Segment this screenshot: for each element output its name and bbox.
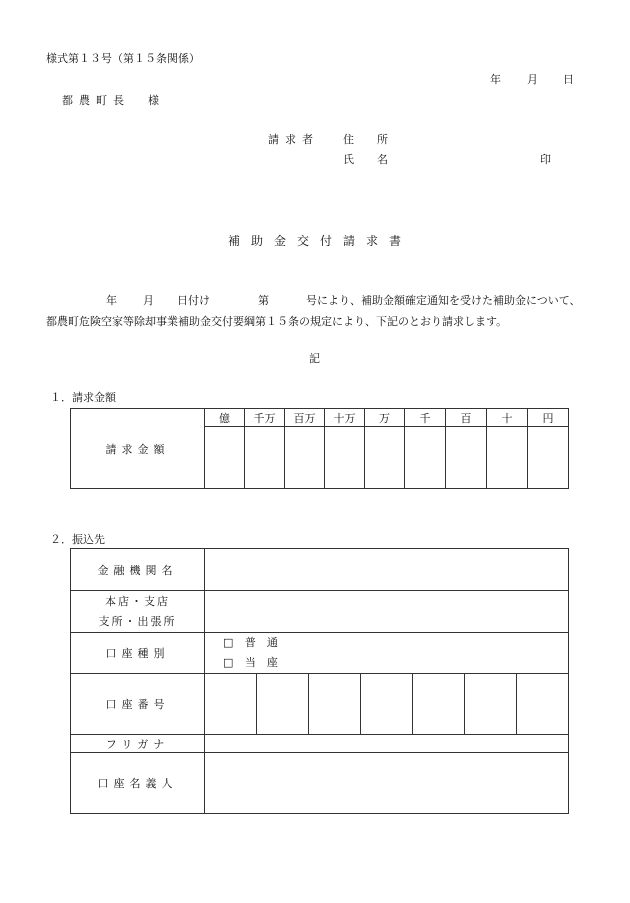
document-title: 補助金交付請求書 [228,234,413,248]
account-digit-cell[interactable] [309,674,361,735]
date-year-label: 年 [490,73,501,86]
branch-label-line-1: 本店・支店 [105,594,170,608]
account-type-label: 口座種別 [71,633,205,674]
account-number-label: 口座番号 [71,674,205,735]
account-digit-cell[interactable] [205,674,257,735]
addressee-suffix: 様 [148,94,159,107]
account-digit-cell[interactable] [257,674,309,735]
ref-date: 日付け [177,294,210,307]
amount-table [70,408,569,489]
account-digit-cell[interactable] [413,674,465,735]
account-type-ordinary-label: 普 通 [244,636,278,649]
form-number: 様式第１３号（第１５条関係） [46,52,200,65]
account-type-options [205,633,569,674]
ref-no-prefix: 第 [258,294,269,307]
unit-oku: 億 [205,409,245,427]
seal-mark: 印 [540,153,551,166]
account-type-ordinary[interactable] [223,633,568,653]
account-holder-field[interactable] [205,753,569,814]
branch-label [71,591,205,633]
unit-hyakuman: 百万 [285,409,325,427]
account-type-checking[interactable] [223,653,568,673]
amount-digit-cell[interactable] [487,427,528,489]
amount-digit-cell[interactable] [325,427,365,489]
body-line-2: 都農町危険空家等除却事業補助金交付要綱第１５条の規定により、下記のとおり請求します。 [46,315,508,328]
date-month-label: 月 [527,73,538,86]
applicant-role: 請求者 [268,133,319,146]
ref-no-suffix: 号により、補助金額確定通知を受けた補助金について、 [306,294,581,307]
amount-digit-cell[interactable] [365,427,405,489]
bank-name-field[interactable] [205,549,569,591]
account-digit-cell[interactable] [517,674,569,735]
unit-juman: 十万 [325,409,365,427]
branch-label-line-2: 支所・出張所 [98,614,177,628]
section2-heading: ２．振込先 [50,533,105,546]
bank-table [70,548,569,814]
unit-senman: 千万 [245,409,285,427]
amount-digit-cell[interactable] [405,427,446,489]
account-type-checking-label: 当 座 [244,656,278,669]
amount-digit-cell[interactable] [205,427,245,489]
unit-sen: 千 [405,409,446,427]
addressee: 都農町長 [62,94,130,107]
date-day-label: 日 [563,73,574,86]
unit-ju: 十 [487,409,528,427]
furigana-field[interactable] [205,735,569,753]
unit-hyaku: 百 [446,409,487,427]
amount-digit-cell[interactable] [446,427,487,489]
amount-digit-cell[interactable] [245,427,285,489]
account-holder-label: 口座名義人 [71,753,205,814]
ref-month: 月 [143,294,154,307]
checkbox-icon[interactable]: □ [223,636,234,649]
checkbox-icon[interactable]: □ [223,656,234,669]
name-label: 氏 名 [343,153,394,166]
amount-digit-cell[interactable] [528,427,569,489]
section1-heading: １．請求金額 [50,391,116,404]
address-label: 住 所 [343,133,394,146]
bank-name-label: 金融機関名 [71,549,205,591]
amount-label: 請求金額 [71,409,205,489]
unit-en: 円 [528,409,569,427]
amount-digit-cell[interactable] [285,427,325,489]
unit-man: 万 [365,409,405,427]
branch-field[interactable] [205,591,569,633]
ref-year: 年 [106,294,117,307]
account-digit-cell[interactable] [361,674,413,735]
account-digit-cell[interactable] [465,674,517,735]
note-mark: 記 [309,352,320,365]
furigana-label: フリガナ [71,735,205,753]
